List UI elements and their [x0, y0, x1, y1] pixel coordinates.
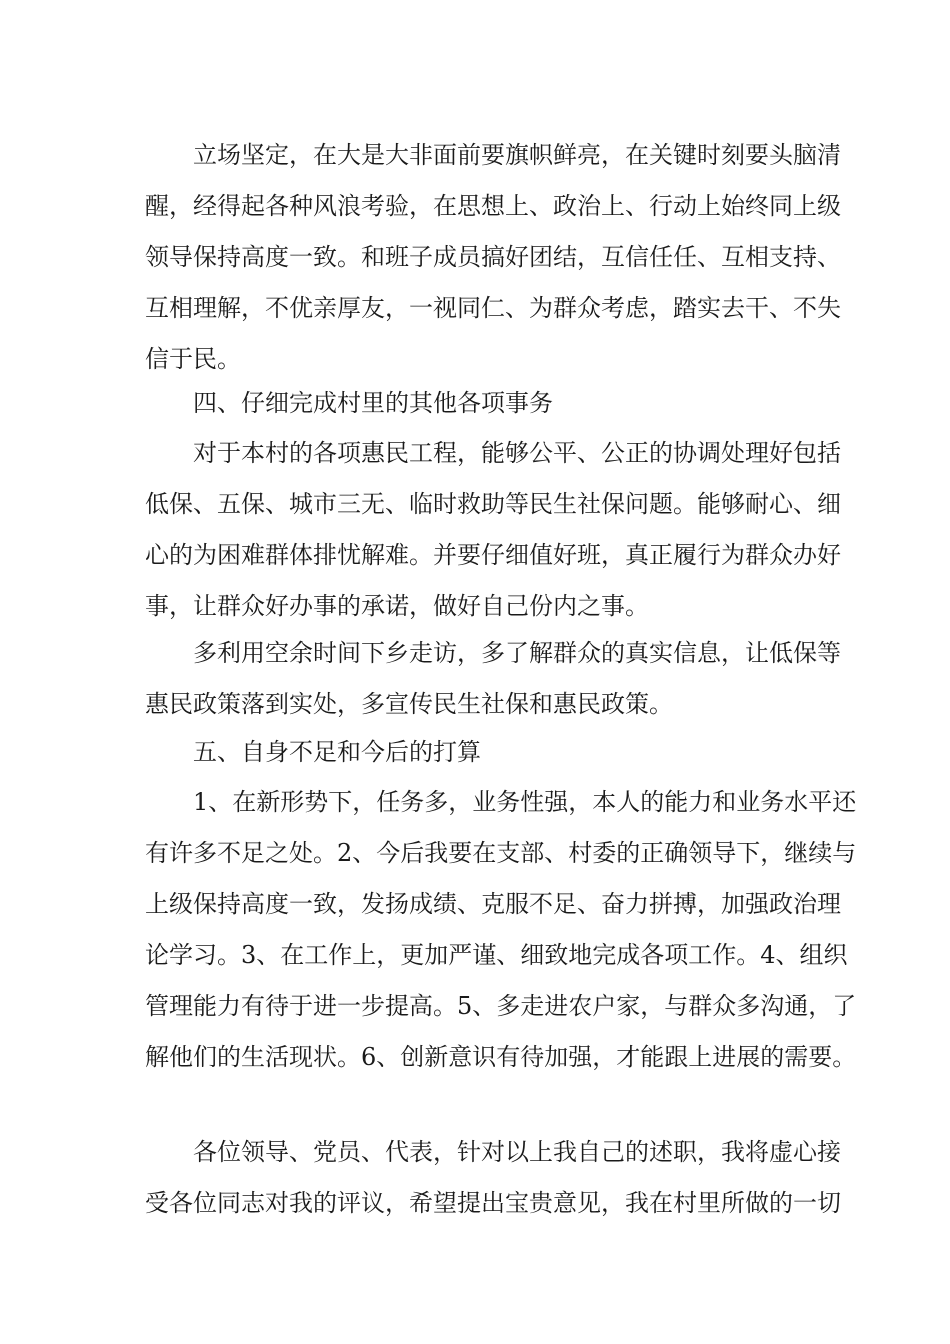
paragraph-line: 领导保持高度一致。和班子成员搞好团结，互信任任、互相支持、 — [145, 243, 841, 271]
paragraph-line: 醒，经得起各种风浪考验，在思想上、政治上、行动上始终同上级 — [145, 192, 841, 220]
paragraph-line: 受各位同志对我的评议，希望提出宝贵意见，我在村里所做的一切 — [145, 1189, 841, 1217]
paragraph-line: 多利用空余时间下乡走访，多了解群众的真实信息，让低保等 — [193, 639, 841, 667]
paragraph-line: 低保、五保、城市三无、临时救助等民生社保问题。能够耐心、细 — [145, 490, 841, 518]
paragraph-stance — [145, 130, 841, 385]
section-heading: 四、仔细完成村里的其他各项事务 — [193, 389, 553, 417]
paragraph-line: 对于本村的各项惠民工程，能够公平、公正的协调处理好包括 — [193, 439, 841, 467]
paragraph-shortcomings — [145, 777, 857, 1083]
section-heading-4 — [145, 378, 807, 429]
paragraph-line: 互相理解，不优亲厚友，一视同仁、为群众考虑，踏实去干、不失 — [145, 294, 841, 322]
paragraph-line: 管理能力有待于进一步提高。5、多走进农户家，与群众多沟通，了 — [145, 992, 857, 1020]
paragraph-line: 心的为困难群体排忧解难。并要仔细值好班，真正履行为群众办好 — [145, 541, 841, 569]
paragraph-line: 各位领导、党员、代表，针对以上我自己的述职，我将虚心接 — [193, 1138, 841, 1166]
paragraph-line: 事，让群众好办事的承诺，做好自己份内之事。 — [145, 592, 649, 620]
paragraph-line: 信于民。 — [145, 345, 241, 373]
paragraph-line: 有许多不足之处。2、今后我要在支部、村委的正确领导下，继续与 — [145, 839, 857, 867]
paragraph-closing — [145, 1127, 841, 1229]
paragraph-line: 上级保持高度一致，发扬成绩、克服不足、奋力拼搏，加强政治理 — [145, 890, 841, 918]
paragraph-line: 立场坚定，在大是大非面前要旗帜鲜亮，在关键时刻要头脑清 — [193, 141, 841, 169]
paragraph-line: 1、在新形势下，任务多，业务性强，本人的能力和业务水平还 — [193, 788, 857, 816]
section-heading: 五、自身不足和今后的打算 — [193, 738, 481, 766]
paragraph-line: 惠民政策落到实处，多宣传民生社保和惠民政策。 — [145, 690, 673, 718]
paragraph-visits — [145, 628, 841, 730]
section-heading-5 — [145, 727, 807, 778]
paragraph-line: 解他们的生活现状。6、创新意识有待加强，才能跟上进展的需要。 — [145, 1043, 857, 1071]
paragraph-line: 论学习。3、在工作上，更加严谨、细致地完成各项工作。4、组织 — [145, 941, 848, 969]
paragraph-welfare — [145, 428, 841, 632]
